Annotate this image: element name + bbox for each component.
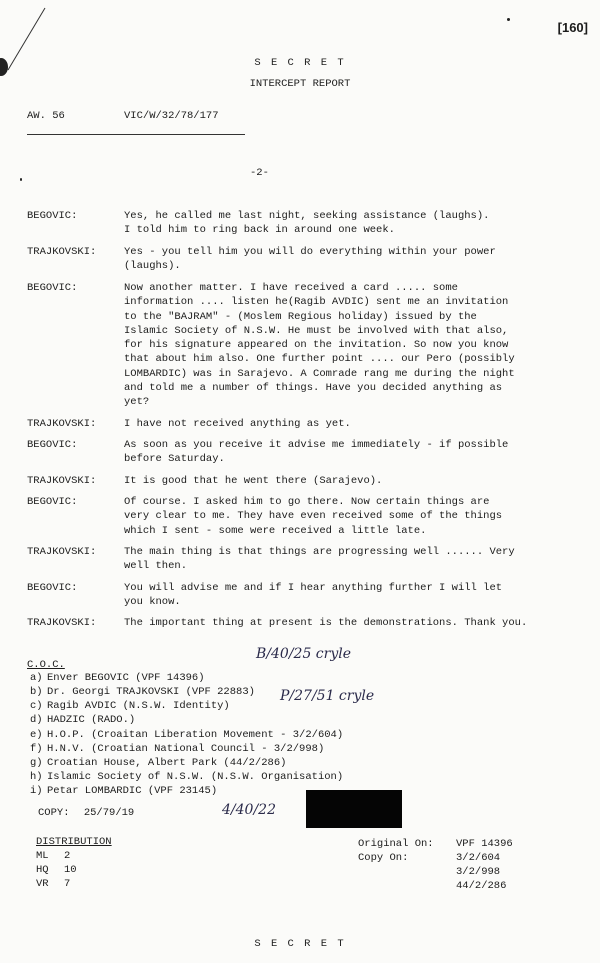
speaker-label: TRAJKOVSKI: [27,475,97,487]
coc-text: H.N.V. (Croatian National Council - 3/2/998) [47,743,325,755]
coc-title: C.O.C. [27,659,65,671]
distribution-key: HQ [36,864,49,876]
header-rule [27,134,245,135]
copy-on-label: Copy On: [358,852,409,864]
coc-text: Croatian House, Albert Park (44/2/286) [47,757,287,769]
coc-letter: g) [30,757,43,769]
copy-line [38,807,134,819]
coc-item [30,729,343,741]
coc-letter: i) [30,785,43,797]
copy-on-line [358,852,500,864]
distribution-key: VR [36,878,49,890]
coc-item [30,771,343,783]
distribution-row [36,850,70,862]
speech-text: Yes, he called me last night, seeking assistance (laughs). I told him to ring back in around one week. [124,210,490,237]
speaker-label: BEGOVIC: [27,282,78,294]
coc-item [30,672,205,684]
speaker-label: BEGOVIC: [27,582,78,594]
speech-text: Yes - you tell him you will do everything within your power (laughs). [124,246,496,273]
redaction-block [306,790,402,828]
speech-text: As soon as you receive it advise me immediately - if possible before Saturday. [124,439,509,466]
page-marker: -2- [250,167,269,179]
copy-on-value: 44/2/286 [456,880,507,892]
coc-letter: b) [30,686,43,698]
coc-item [30,743,324,755]
coc-text: HADZIC (RADO.) [47,714,136,726]
copy-label: COPY: [38,807,70,819]
report-type: INTERCEPT REPORT [249,78,351,90]
copy-on-value: 3/2/604 [456,852,501,864]
speech-text: The main thing is that things are progressing well ...... Very well then. [124,546,515,573]
coc-item [30,686,255,698]
distribution-value: 2 [64,850,71,862]
speech-text: Of course. I asked him to go there. Now certain things are very clear to me. They have even received some of the things which I sent - some were received a little late. [124,496,503,537]
handwritten-note: B/40/25 cryle [256,646,352,662]
speech-text: Now another matter. I have received a card ..... some information .... listen he(Ragib AVDIC) sent me an invitation to the "BAJRAM" - (Moslem Regious holiday) issued by the Islamic Society of N.S.W. He must be involved with that also, for his signature appeared on the invitation. So now you know that about him also. One further point .... our Pero (possibly LOMBARDIC) was in Sarajevo. A Comrade rang me during the night and told me a number of things. Have you decided anything as yet? [124,282,515,409]
coc-item [30,700,230,712]
speaker-label: BEGOVIC: [27,439,78,451]
speaker-label: BEGOVIC: [27,496,78,508]
original-on-value: VPF 14396 [456,838,513,850]
coc-letter: c) [30,700,43,712]
speck [20,178,22,181]
coc-text: H.O.P. (Croaitan Liberation Movement - 3/2/604) [47,729,344,741]
handwritten-note: 4/40/22 [222,802,276,818]
copy-on-line [358,866,500,878]
distribution-title: DISTRIBUTION [36,836,112,848]
classification-header: S E C R E T [254,57,346,69]
speaker-label: BEGOVIC: [27,210,78,222]
speaker-label: TRAJKOVSKI: [27,617,97,629]
copy-value: 25/79/19 [83,807,135,819]
copy-on-line [358,880,506,892]
coc-letter: f) [30,743,43,755]
reference-left: AW. 56 [27,110,65,122]
speech-text: You will advise me and if I hear anything further I will let you know. [124,582,503,609]
speech-text: It is good that he went there (Sarajevo). [124,475,383,487]
speech-text: The important thing at present is the demonstrations. Thank you. [124,617,528,629]
copy-on-value: 3/2/998 [456,866,501,878]
speaker-label: TRAJKOVSKI: [27,418,97,430]
distribution-value: 7 [64,878,71,890]
coc-text: Islamic Society of N.S.W. (N.S.W. Organisation) [47,771,344,783]
distribution-value: 10 [64,864,77,876]
speaker-label: TRAJKOVSKI: [27,246,97,258]
speech-text: I have not received anything as yet. [124,418,351,430]
distribution-row [36,864,77,876]
handwritten-note: P/27/51 cryle [280,688,375,704]
coc-text: Enver BEGOVIC (VPF 14396) [47,672,205,684]
reference-code: VIC/W/32/78/177 [124,110,219,122]
coc-item [30,714,135,726]
coc-text: Petar LOMBARDIC (VPF 23145) [47,785,218,797]
original-on-line [358,838,513,850]
coc-item [30,757,286,769]
distribution-row [36,878,70,890]
coc-text: Dr. Georgi TRAJKOVSKI (VPF 22883) [47,686,255,698]
coc-letter: a) [30,672,43,684]
coc-letter: h) [30,771,43,783]
speaker-label: TRAJKOVSKI: [27,546,97,558]
coc-letter: d) [30,714,43,726]
original-on-label: Original On: [358,838,434,850]
coc-text: Ragib AVDIC (N.S.W. Identity) [47,700,230,712]
distribution-key: ML [36,850,49,862]
page-number: [160] [557,20,588,35]
coc-letter: e) [30,729,43,741]
classification-footer: S E C R E T [254,938,346,950]
speck [507,18,510,21]
coc-item [30,785,217,797]
